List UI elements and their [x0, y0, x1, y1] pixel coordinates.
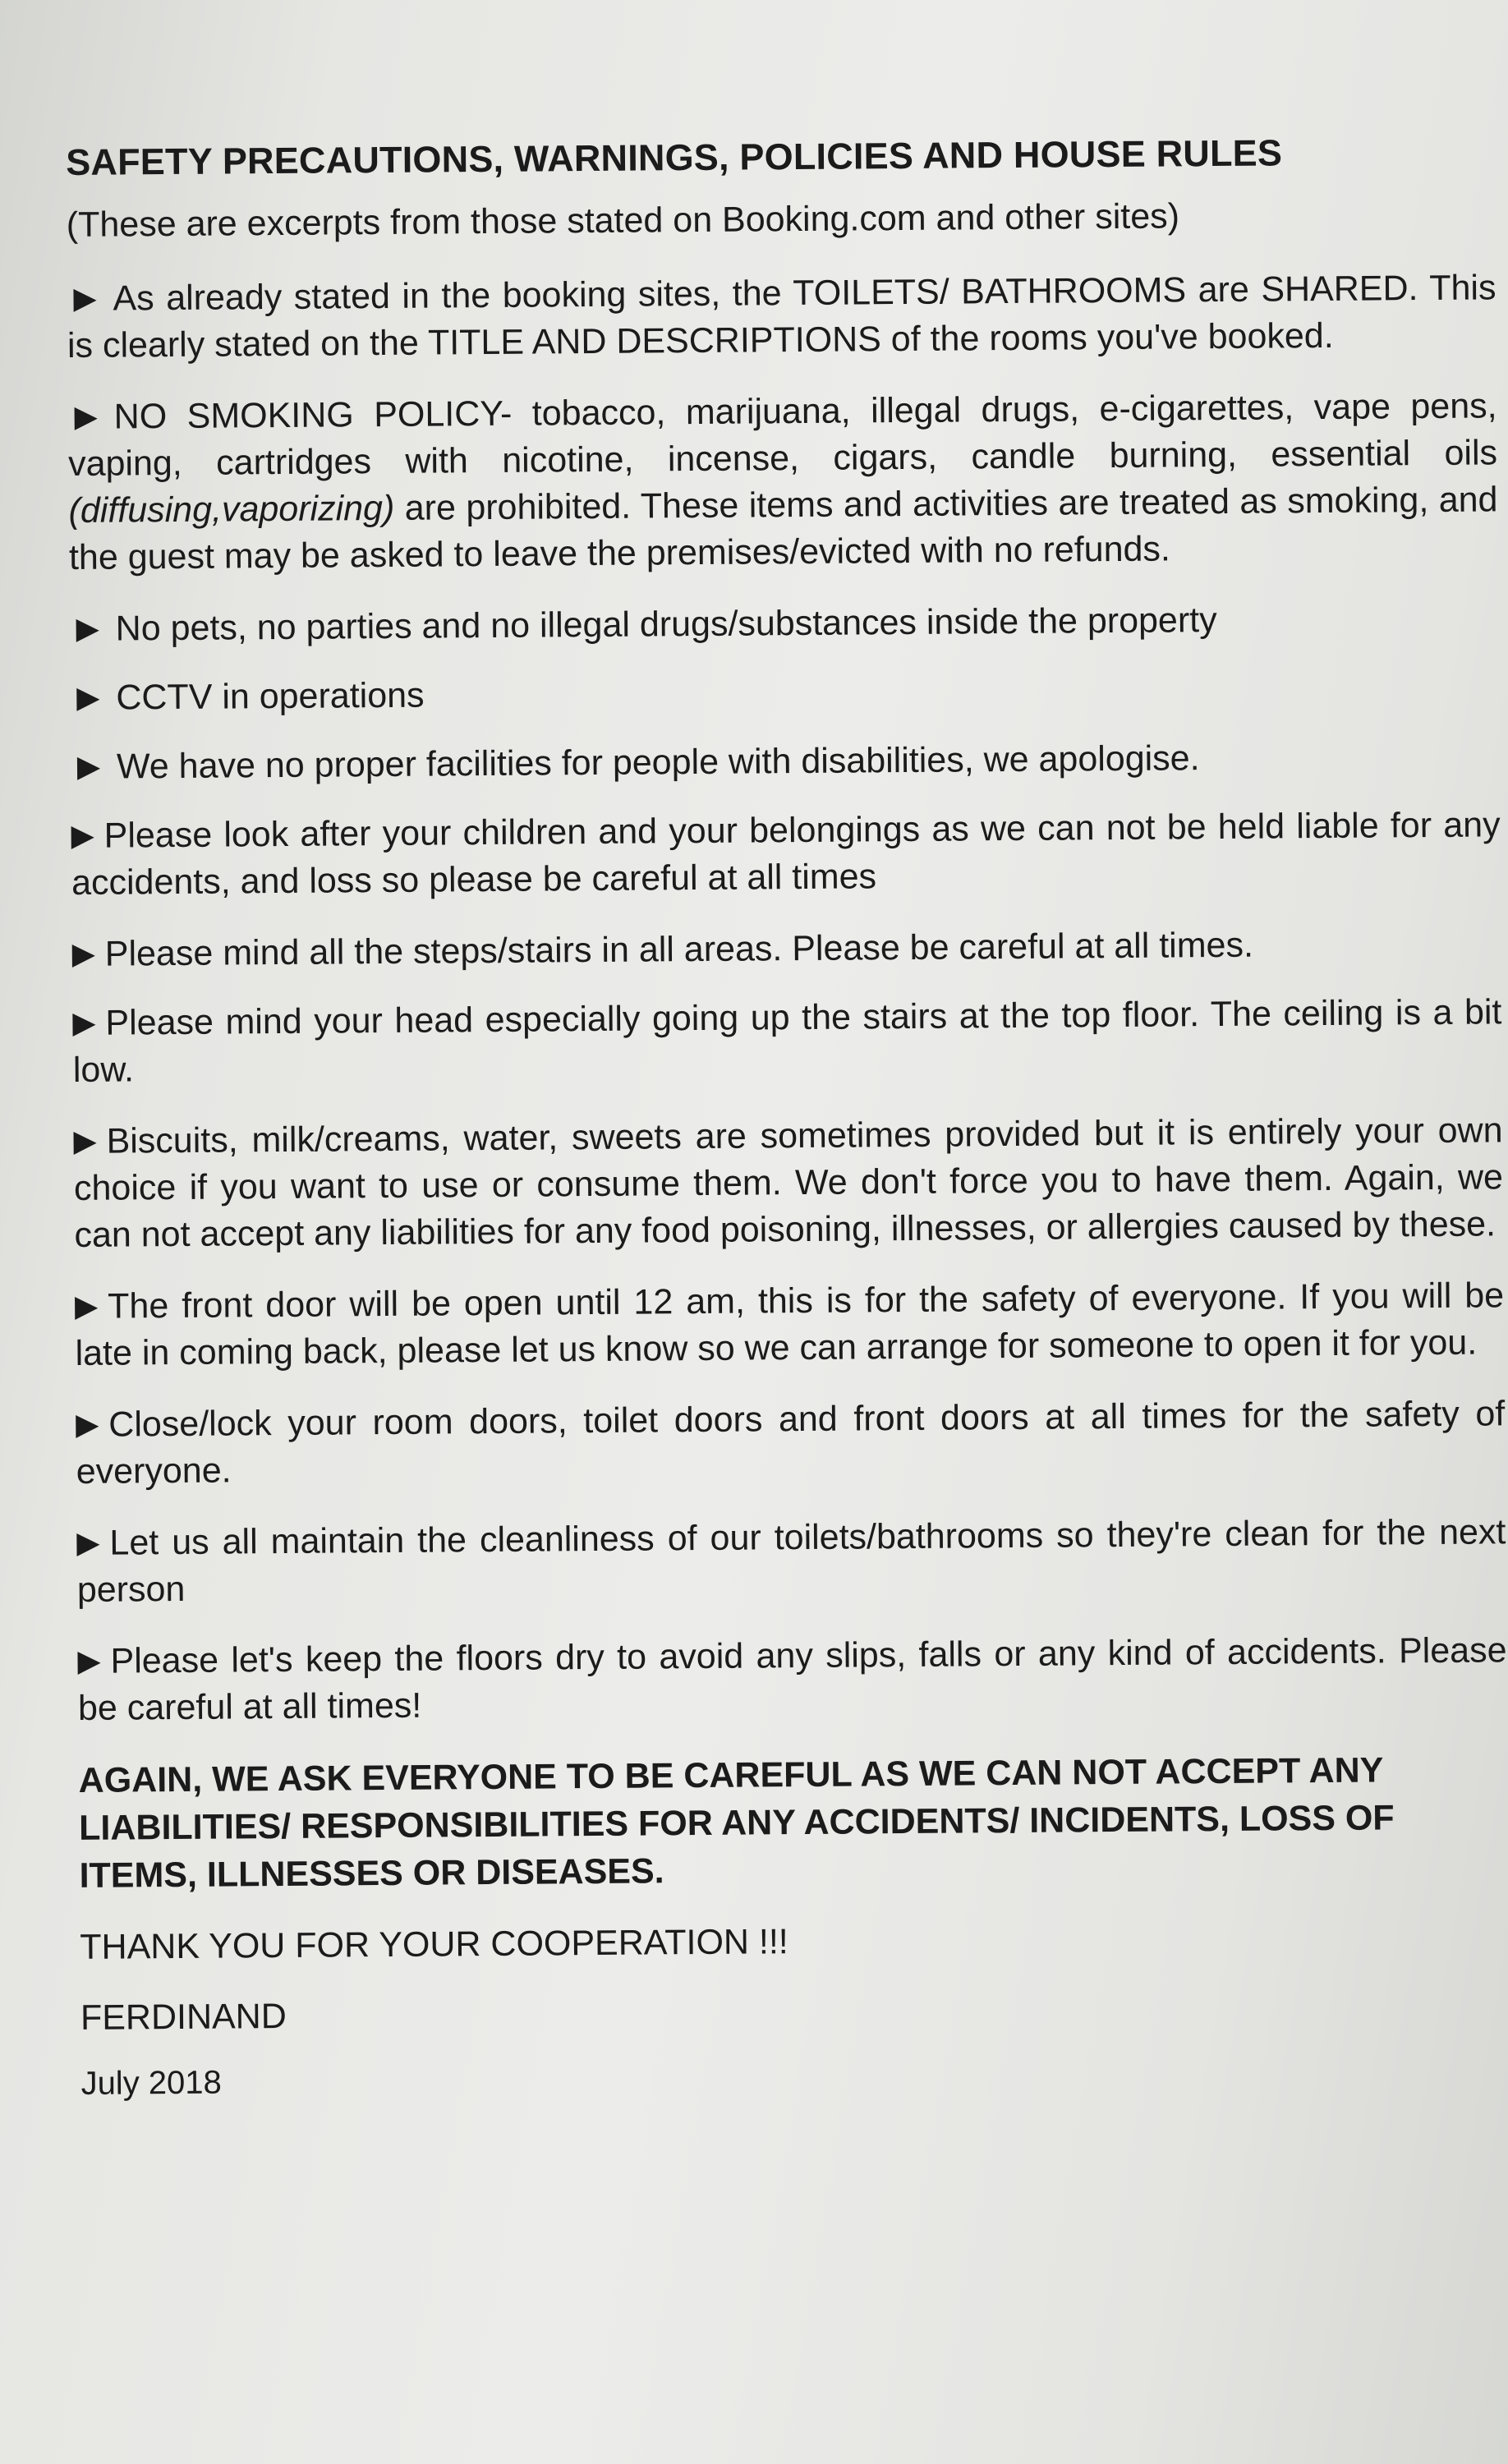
rule-text: As already stated in the booking sites, the TOILETS/ BATHROOMS are SHARED. This is clearly stated on the TITLE AND DESCRIPTIONS of the rooms you've booked.	[67, 268, 1497, 365]
triangle-bullet-icon	[76, 688, 99, 711]
triangle-bullet-icon	[75, 407, 98, 430]
rule-text: No pets, no parties and no illegal drugs/substances inside the property	[115, 600, 1217, 649]
rule-text: Biscuits, milk/creams, water, sweets are sometimes provided but it is entirely your own choice if you want to use or consume them. We don't force you to have them. Again, we can not accept any liabilities for any food poisoning, illnesses, or allergies caused by these.	[73, 1110, 1504, 1255]
triangle-bullet-icon	[76, 1533, 99, 1556]
triangle-bullet-icon	[77, 757, 100, 780]
rule-text: We have no proper facilities for people with disabilities, we apologise.	[116, 738, 1200, 787]
rule-no-smoking	[67, 383, 1498, 582]
triangle-bullet-icon	[75, 1297, 98, 1320]
notice-page	[66, 128, 1508, 2105]
rule-front-door	[75, 1272, 1505, 1377]
rule-text: are prohibited. These items and activities are treated as smoking, and the guest may be asked to leave the premises/evicted with no refunds.	[68, 480, 1498, 577]
triangle-bullet-icon	[71, 826, 94, 849]
rule-shared-toilets	[67, 264, 1497, 370]
rule-text: Please look after your children and your belongings as we can not be held liable for any accidents, and loss so please be careful at all times	[71, 805, 1501, 903]
rule-no-pets	[69, 595, 1498, 653]
rule-text: Please mind all the steps/stairs in all areas. Please be careful at all times.	[104, 925, 1254, 974]
rule-children-belongings	[71, 802, 1501, 907]
rule-text: CCTV in operations	[116, 675, 425, 718]
closing-warning: AGAIN, WE ASK EVERYONE TO BE CAREFUL AS WE CAN NOT ACCEPT ANY LIABILITIES/ RESPONSIBILITIES FOR ANY ACCIDENTS/ INCIDENTS, LOSS OF ITEMS, ILLNESSES OR DISEASES.	[78, 1750, 1395, 1896]
triangle-bullet-icon	[73, 289, 96, 312]
rule-dry-floors	[77, 1627, 1507, 1732]
rule-disabilities	[71, 733, 1500, 791]
rule-text: Please let's keep the floors dry to avoid any slips, falls or any kind of accidents. Please be careful at all times!	[77, 1630, 1507, 1728]
rule-cctv	[70, 664, 1499, 722]
rule-text: The front door will be open until 12 am, this is for the safety of everyone. If you will be late in coming back, please let us know so we can arrange for someone to open it for you.	[75, 1276, 1505, 1373]
triangle-bullet-icon	[72, 1014, 95, 1037]
rule-text: NO SMOKING POLICY- tobacco, marijuana, illegal drugs, e-cigarettes, vape pens, vaping, cartridges with nicotine, incense, cigars, candle burning, essential oils	[67, 386, 1498, 484]
triangle-bullet-icon	[72, 945, 95, 968]
rule-text-italic: (diffusing,vaporizing)	[68, 488, 395, 531]
triangle-bullet-icon	[76, 1415, 99, 1438]
page-title: SAFETY PRECAUTIONS, WARNINGS, POLICIES AND HOUSE RULES	[66, 131, 1283, 183]
page-subtitle: (These are excerpts from those stated on Booking.com and other sites)	[66, 196, 1180, 245]
rule-mind-head	[72, 989, 1502, 1094]
thanks-line: THANK YOU FOR YOUR COOPERATION !!!	[80, 1922, 788, 1967]
rule-text: Close/lock your room doors, toilet doors and front doors at all times for the safety of everyone.	[76, 1394, 1506, 1492]
notice-date: July 2018	[80, 2064, 222, 2102]
rule-text: Please mind your head especially going up the stairs at the top floor. The ceiling is a bit low.	[72, 992, 1502, 1090]
rule-lock-doors	[76, 1391, 1506, 1496]
rule-steps-stairs	[72, 920, 1501, 978]
rule-text: Let us all maintain the cleanliness of our toilets/bathrooms so they're clean for the next person	[76, 1512, 1506, 1610]
triangle-bullet-icon	[73, 1132, 96, 1155]
signature-name: FERDINAND	[80, 1996, 287, 2038]
triangle-bullet-icon	[77, 1652, 100, 1675]
rule-biscuits	[73, 1107, 1503, 1259]
triangle-bullet-icon	[76, 619, 99, 642]
rule-cleanliness	[76, 1509, 1506, 1614]
